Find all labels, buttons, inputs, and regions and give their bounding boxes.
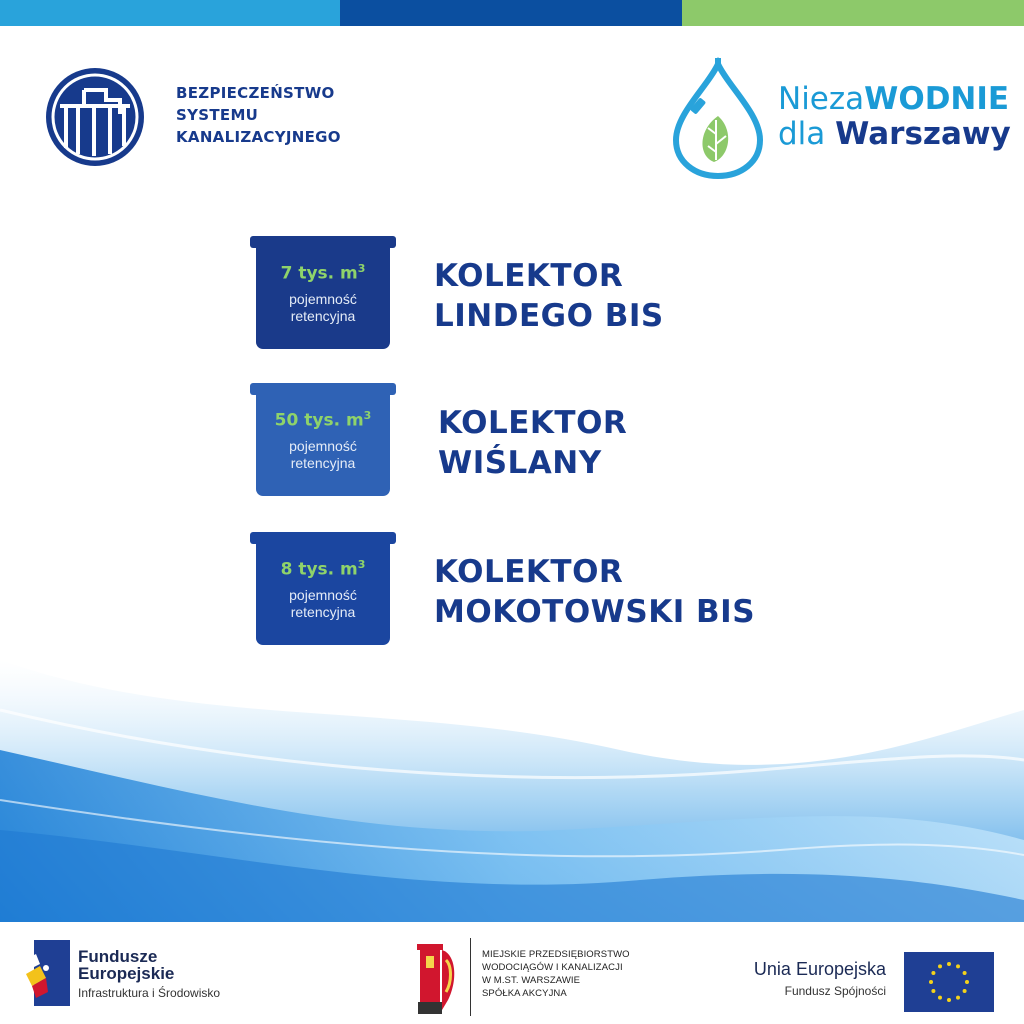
unia-europejska-text: Unia Europejska Fundusz Spójności bbox=[753, 959, 886, 998]
capacity-value: 8 tys. $m^3$ bbox=[280, 558, 366, 580]
dla-prefix: dla bbox=[778, 116, 836, 152]
capacity-label: pojemność retencyjna bbox=[289, 290, 357, 324]
capacity-value: 7 tys. $m^3$ bbox=[280, 262, 366, 284]
eu-star bbox=[931, 989, 935, 993]
bsk-title bbox=[176, 82, 341, 148]
collector-name: KOLEKTOR MOKOTOWSKI BIS bbox=[434, 554, 756, 630]
top-bar-dark-blue bbox=[340, 0, 682, 26]
tank-icon bbox=[248, 236, 398, 351]
capacity-label: pojemność retencyjna bbox=[289, 586, 357, 620]
eu-star bbox=[938, 996, 942, 1000]
niez-prefix: Nieza bbox=[778, 81, 865, 117]
eu-star bbox=[947, 998, 951, 1002]
capacity-label: pojemność retencyjna bbox=[289, 437, 357, 471]
eu-star bbox=[963, 971, 967, 975]
eu-flag-icon bbox=[904, 952, 994, 1012]
bsk-line-3: KANALIZACYJNEGO bbox=[176, 128, 341, 146]
capacity-value: 50 tys. $m^3$ bbox=[274, 409, 372, 431]
eu-star bbox=[965, 980, 969, 984]
niez-bold: WODNIE bbox=[864, 81, 1010, 117]
mpwik-crest-icon bbox=[412, 940, 462, 1016]
eu-star bbox=[956, 996, 960, 1000]
fundusze-europejskie-logo-icon bbox=[26, 938, 72, 1008]
bsk-line-2: SYSTEMU bbox=[176, 106, 259, 124]
eu-star bbox=[947, 962, 951, 966]
collector-row-wislany bbox=[248, 383, 808, 498]
collector-name: KOLEKTOR LINDEGO BIS bbox=[434, 258, 664, 334]
eu-star bbox=[931, 971, 935, 975]
top-bar-green bbox=[682, 0, 1024, 26]
water-wave-background bbox=[0, 600, 1024, 922]
top-color-bar bbox=[0, 0, 1024, 26]
fundusze-europejskie-text: Fundusze Europejskie Infrastruktura i Środowisko bbox=[78, 947, 221, 1000]
eu-star bbox=[929, 980, 933, 984]
water-drop-leaf-icon bbox=[668, 56, 768, 180]
niezawodnie-logo-text bbox=[778, 82, 1011, 152]
bsk-line-1: BEZPIECZEŃSTWO bbox=[176, 84, 335, 102]
eu-star bbox=[938, 964, 942, 968]
eu-star bbox=[956, 964, 960, 968]
mpwik-text: MIEJSKIE PRZEDSIĘBIORSTWO WODOCIĄGÓW I KANALIZACJI W M.ST. WARSZAWIE SPÓŁKA AKCYJNA bbox=[482, 949, 630, 999]
bsk-logo-icon bbox=[44, 66, 146, 168]
footer-divider bbox=[470, 938, 471, 1016]
top-bar-light-blue bbox=[0, 0, 340, 26]
collector-row-lindego bbox=[248, 236, 808, 351]
eu-star bbox=[963, 989, 967, 993]
dla-bold: Warszawy bbox=[835, 116, 1011, 152]
tank-icon bbox=[248, 383, 398, 498]
collector-name: KOLEKTOR WIŚLANY bbox=[438, 405, 628, 481]
